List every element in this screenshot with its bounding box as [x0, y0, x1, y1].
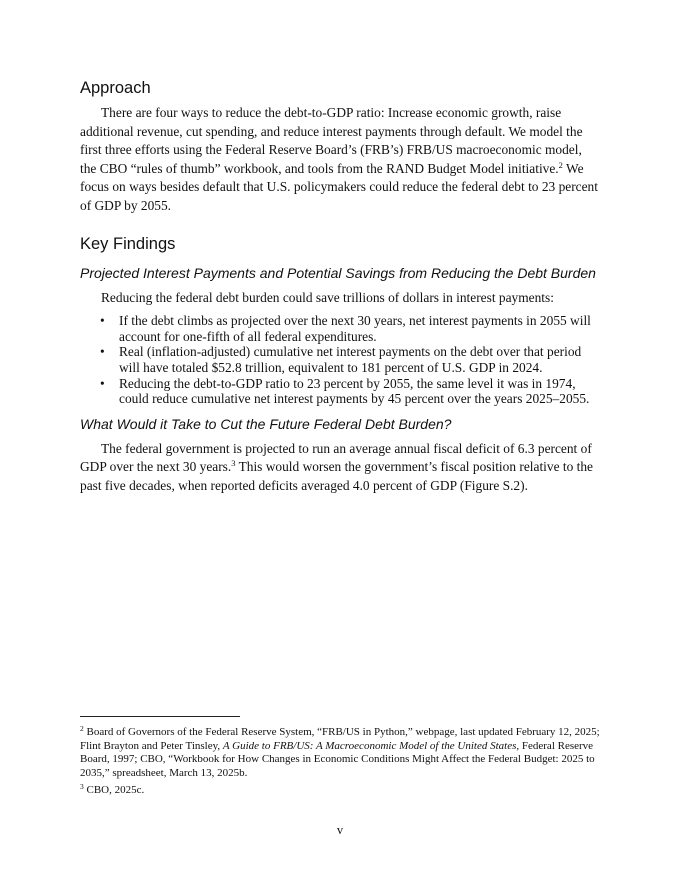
approach-text-2: We focus on ways besides default that U.S. policymakers could reduce the federal debt to 23 percent of GDP by 2055.: [80, 160, 598, 213]
section2-text-2: This would worsen the government’s fiscal position relative to the past five decades, when reported deficits averaged 4.0 percent of GDP (Figure S.2).: [80, 459, 593, 493]
section1-subheading: Projected Interest Payments and Potential Savings from Reducing the Debt Burden: [80, 264, 596, 281]
list-item-text: Real (inflation-adjusted) cumulative net interest payments on the debt over that period will have totaled $52.8 trillion, equivalent to 181 percent of U.S. GDP in 2024.: [119, 344, 582, 375]
footnote-number: 3: [80, 782, 84, 792]
footnote-ref-2[interactable]: 2: [558, 159, 563, 170]
footnote-italic-title: A Guide to FRB/US: A Macroeconomic Model of the United States: [222, 739, 517, 752]
approach-paragraph: [80, 104, 600, 216]
list-item-text: If the debt climbs as projected over the next 30 years, net interest payments in 2055 will account for one-fifth of all federal expenditures.: [119, 313, 591, 344]
section2-text-1: The federal government is projected to run an average annual fiscal deficit of 6.3 percent of GDP over the next 30 years.: [80, 440, 592, 475]
footnote-ref-3[interactable]: 3: [231, 458, 236, 469]
list-item: [80, 344, 600, 375]
footnotes: [80, 716, 600, 802]
footnote-text-1: Board of Governors of the Federal Reserve System, “FRB/US in Python,” webpage, last updated February 12, 2025; Flint Brayton and Peter Tinsley,: [80, 726, 600, 752]
bullet-icon: •: [100, 344, 105, 360]
section1-intro: Reducing the federal debt burden could save trillions of dollars in interest payments:: [101, 289, 554, 305]
footnote-divider: [80, 716, 240, 717]
key-findings-heading: Key Findings: [80, 234, 176, 253]
bullet-icon: •: [100, 375, 105, 391]
main-content: [80, 78, 600, 496]
list-item: [80, 376, 600, 407]
bullet-icon: •: [100, 313, 105, 329]
footnote-3: [80, 784, 600, 798]
footnote-text-1: CBO, 2025c.: [83, 784, 145, 797]
footnote-number: 2: [80, 724, 84, 733]
footnote-text-2: , Federal Reserve Board, 1997; CBO, “Workbook for How Changes in Economic Conditions Might Affect the Federal Budget: 2025 to 2035,” spreadsheet, March 13, 2025b.: [80, 739, 595, 779]
findings-list: [80, 313, 600, 407]
list-item: [80, 313, 600, 344]
list-item-text: Reducing the debt-to-GDP ratio to 23 percent by 2055, the same level it was in 1974, could reduce cumulative net interest payments by 45 percent over the years 2025–2055.: [119, 375, 590, 407]
approach-heading: Approach: [80, 79, 151, 97]
approach-text-1: There are four ways to reduce the debt-to-GDP ratio: Increase economic growth, raise additional revenue, cut spending, and reduce interest payments through default. We model the first three efforts using the Federal Reserve Board’s (FRB’s) FRB/US macroeconomic model, the CBO “rules of thumb” workbook, and tools from the RAND Budget Model initiative.: [80, 105, 583, 176]
page-number: v: [336, 823, 344, 837]
section2-subheading: What Would it Take to Cut the Future Federal Debt Burden?: [80, 415, 452, 432]
footnote-2: [80, 726, 600, 780]
section2-paragraph: [80, 440, 600, 496]
